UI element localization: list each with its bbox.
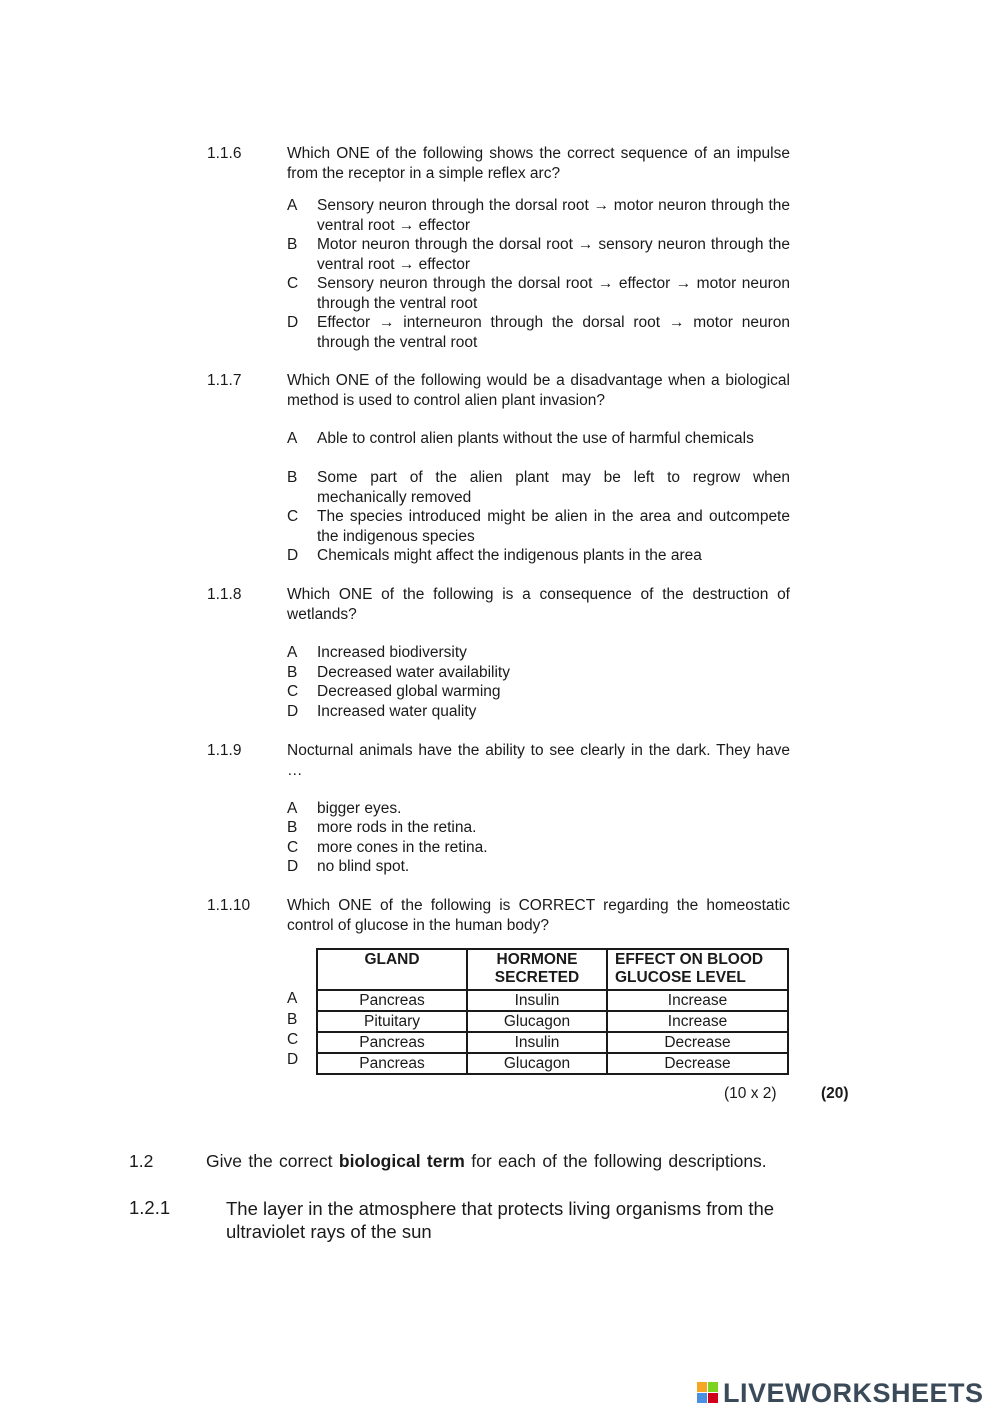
row-letter-a: A bbox=[287, 990, 298, 1007]
table-row bbox=[317, 1011, 788, 1032]
glucose-control-table bbox=[316, 948, 789, 1075]
marks-breakdown: (10 x 2) bbox=[724, 1085, 777, 1102]
question-number: 1.1.7 bbox=[207, 372, 242, 389]
question-text: Which ONE of the following is a consequence of the destruction of wetlands? bbox=[287, 586, 790, 623]
option-letter: D bbox=[287, 703, 299, 720]
option-text: Some part of the alien plant may be left to regrow when mechanically removed bbox=[317, 469, 790, 506]
option-letter: B bbox=[287, 819, 298, 836]
option-text: Increased water quality bbox=[317, 703, 477, 720]
option-text: The species introduced might be alien in the area and outcompete the indigenous species bbox=[317, 508, 790, 545]
question-number: 1.1.10 bbox=[207, 897, 251, 914]
option-text: Able to control alien plants without the use of harmful chemicals bbox=[317, 430, 754, 447]
question-number: 1.1.8 bbox=[207, 586, 242, 603]
cell-hormone: Insulin bbox=[467, 990, 607, 1011]
table-row bbox=[317, 1053, 788, 1074]
instruction-text: Give the correct bbox=[206, 1151, 339, 1171]
question-text: Which ONE of the following shows the correct sequence of an impulse from the receptor in a simple reflex arc? bbox=[287, 145, 790, 182]
cell-hormone: Insulin bbox=[467, 1032, 607, 1053]
item-number: 1.2.1 bbox=[129, 1197, 171, 1218]
option-letter: A bbox=[287, 197, 298, 214]
row-letter-b: B bbox=[287, 1011, 298, 1028]
option-letter: B bbox=[287, 664, 298, 681]
question-text: Nocturnal animals have the ability to see clearly in the dark. They have … bbox=[287, 742, 790, 779]
option-text: Effector → interneuron through the dorsal root → motor neuron through the ventral root bbox=[317, 314, 790, 351]
option-text: no blind spot. bbox=[317, 858, 410, 875]
header-effect: EFFECT ON BLOOD GLUCOSE LEVEL bbox=[607, 949, 788, 990]
option-letter: C bbox=[287, 683, 299, 700]
header-hormone: HORMONE SECRETED bbox=[467, 949, 607, 990]
cell-gland: Pancreas bbox=[317, 990, 467, 1011]
option-letter: C bbox=[287, 839, 299, 856]
option-letter: C bbox=[287, 275, 299, 292]
table-row bbox=[317, 1032, 788, 1053]
option-text: Sensory neuron through the dorsal root → effector → motor neuron through the ventral root bbox=[317, 275, 790, 312]
option-letter: D bbox=[287, 547, 299, 564]
logo-text: LIVEWORKSHEETS bbox=[723, 1377, 984, 1408]
question-number: 1.1.9 bbox=[207, 742, 242, 759]
option-letter: A bbox=[287, 644, 298, 661]
logo-icon bbox=[697, 1382, 719, 1404]
table-header-row bbox=[317, 949, 788, 990]
instruction-bold-term: biological term bbox=[338, 1151, 465, 1171]
option-text: more rods in the retina. bbox=[317, 819, 477, 836]
option-text: Increased biodiversity bbox=[317, 644, 467, 661]
row-letter-c: C bbox=[287, 1031, 299, 1048]
question-number: 1.1.6 bbox=[207, 145, 242, 162]
cell-hormone: Glucagon bbox=[467, 1011, 607, 1032]
cell-effect: Decrease bbox=[607, 1032, 788, 1053]
option-text: bigger eyes. bbox=[317, 800, 402, 817]
marks-total: (20) bbox=[821, 1085, 849, 1102]
liveworksheets-logo bbox=[697, 1378, 984, 1408]
instruction-text: for each of the following descriptions. bbox=[464, 1151, 767, 1171]
section-number: 1.2 bbox=[129, 1151, 154, 1171]
item-text: The layer in the atmosphere that protects living organisms from the ultraviolet rays of the sun bbox=[226, 1198, 775, 1242]
table-row bbox=[317, 990, 788, 1011]
cell-gland: Pancreas bbox=[317, 1032, 467, 1053]
option-letter: A bbox=[287, 800, 298, 817]
option-letter: D bbox=[287, 314, 299, 331]
header-gland: GLAND bbox=[317, 949, 467, 990]
option-text: Decreased water availability bbox=[317, 664, 510, 681]
option-letter: B bbox=[287, 236, 298, 253]
question-text: Which ONE of the following is CORRECT regarding the homeostatic control of glucose in the human body? bbox=[287, 897, 790, 934]
option-letter: C bbox=[287, 508, 299, 525]
cell-effect: Increase bbox=[607, 1011, 788, 1032]
option-letter: B bbox=[287, 469, 298, 486]
cell-hormone: Glucagon bbox=[467, 1053, 607, 1074]
option-text: Motor neuron through the dorsal root → sensory neuron through the ventral root → effector bbox=[317, 236, 790, 273]
option-text: Sensory neuron through the dorsal root → motor neuron through the ventral root → effector bbox=[317, 197, 790, 234]
option-letter: A bbox=[287, 430, 298, 447]
option-text: more cones in the retina. bbox=[317, 839, 488, 856]
cell-effect: Decrease bbox=[607, 1053, 788, 1074]
option-text: Decreased global warming bbox=[317, 683, 501, 700]
cell-effect: Increase bbox=[607, 990, 788, 1011]
cell-gland: Pancreas bbox=[317, 1053, 467, 1074]
cell-gland: Pituitary bbox=[317, 1011, 467, 1032]
option-text: Chemicals might affect the indigenous plants in the area bbox=[317, 547, 702, 564]
row-letter-d: D bbox=[287, 1051, 299, 1068]
question-text: Which ONE of the following would be a disadvantage when a biological method is used to control alien plant invasion? bbox=[287, 372, 790, 409]
option-letter: D bbox=[287, 858, 299, 875]
section-instruction bbox=[206, 1150, 866, 1172]
